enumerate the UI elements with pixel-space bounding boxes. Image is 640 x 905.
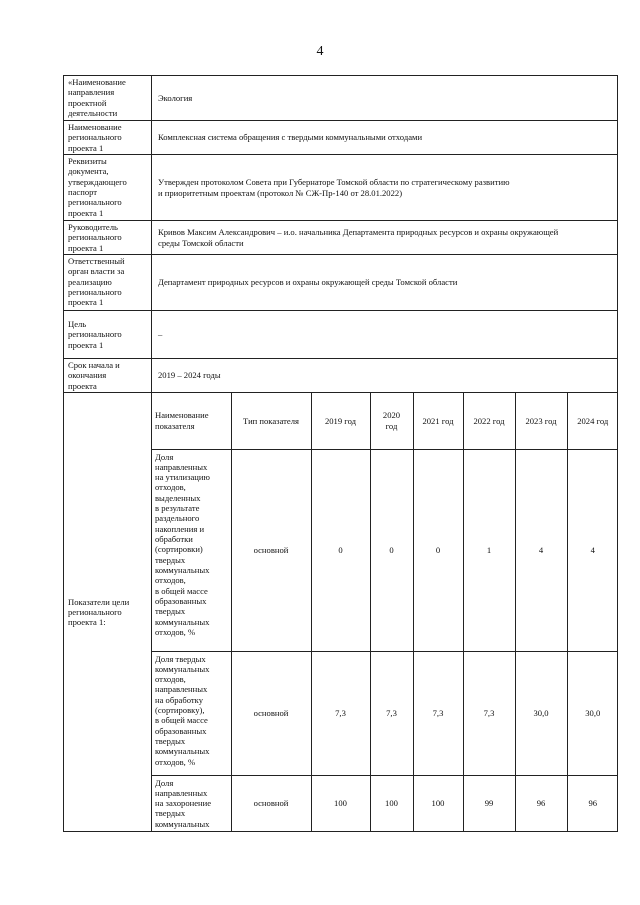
indicator-value-2023: 96 xyxy=(515,775,567,831)
header-year-2021: 2021 год xyxy=(413,393,463,449)
indicator-name: Доля направленных на утилизацию отходов, выделенных в результате раздельного накопления и обработки (сортировки) твердых коммунальных отходов, в общей массе образованных твердых коммунальных отходов, % xyxy=(152,449,231,651)
indicator-value-2020: 7,3 xyxy=(370,651,413,775)
indicator-value-2021: 100 xyxy=(413,775,463,831)
indicator-value-2022: 99 xyxy=(463,775,515,831)
period-value: 2019 – 2024 годы xyxy=(152,359,618,393)
head-value: Кривов Максим Александрович – и.о. начальника Департамента природных ресурсов и охраны окружающей среды Томской области xyxy=(152,221,618,255)
indicator-value-2023: 4 xyxy=(515,449,567,651)
indicator-value-2021: 0 xyxy=(413,449,463,651)
indicator-value-2021: 7,3 xyxy=(413,651,463,775)
indicator-value-2020: 0 xyxy=(370,449,413,651)
project-name-label: Наименование регионального проекта 1 xyxy=(64,121,152,155)
indicator-value-2024: 4 xyxy=(567,449,618,651)
indicators-cell xyxy=(152,393,618,832)
table-row xyxy=(64,359,618,393)
page-number: 4 xyxy=(316,44,324,59)
period-label: Срок начала и окончания проекта xyxy=(64,359,152,393)
authority-value: Департамент природных ресурсов и охраны окружающей среды Томской области xyxy=(152,255,618,311)
direction-label: «Наименование направления проектной деятельности xyxy=(64,76,152,121)
indicator-type: основной xyxy=(231,651,311,775)
indicator-name: Доля направленных на захоронение твердых коммунальных xyxy=(152,775,231,831)
indicator-name: Доля твердых коммунальных отходов, направленных на обработку (сортировку), в общей массе образованных твердых коммунальных отходов, % xyxy=(152,651,231,775)
indicator-value-2023: 30,0 xyxy=(515,651,567,775)
table-row xyxy=(64,155,618,221)
indicator-header-row xyxy=(152,393,618,449)
table-row xyxy=(64,121,618,155)
indicator-value-2022: 7,3 xyxy=(463,651,515,775)
header-year-2023: 2023 год xyxy=(515,393,567,449)
indicator-value-2020: 100 xyxy=(370,775,413,831)
goal-value: – xyxy=(152,311,618,359)
header-indicator-name: Наименование показателя xyxy=(152,393,231,449)
requisites-value: Утвержден протоколом Совета при Губернаторе Томской области по стратегическому развитию и приоритетным проектам (протокол № СЖ-Пр-140 от 28.01.2022) xyxy=(152,155,618,221)
indicator-row xyxy=(152,651,618,775)
indicator-type: основной xyxy=(231,449,311,651)
indicator-row xyxy=(152,775,618,831)
project-name-value: Комплексная система обращения с твердыми коммунальными отходами xyxy=(152,121,618,155)
header-year-2024: 2024 год xyxy=(567,393,618,449)
table-row xyxy=(64,255,618,311)
header-year-2022: 2022 год xyxy=(463,393,515,449)
indicator-value-2019: 0 xyxy=(311,449,370,651)
regional-project-table xyxy=(63,75,618,832)
table-row xyxy=(64,76,618,121)
indicator-table xyxy=(152,393,618,831)
direction-value: Экология xyxy=(152,76,618,121)
table-row xyxy=(64,311,618,359)
indicator-value-2024: 30,0 xyxy=(567,651,618,775)
header-year-2020: 2020 год xyxy=(370,393,413,449)
indicator-value-2022: 1 xyxy=(463,449,515,651)
indicator-value-2024: 96 xyxy=(567,775,618,831)
table-row xyxy=(64,393,618,832)
head-label: Руководитель регионального проекта 1 xyxy=(64,221,152,255)
table-row xyxy=(64,221,618,255)
header-year-2019: 2019 год xyxy=(311,393,370,449)
indicators-label: Показатели цели регионального проекта 1: xyxy=(64,393,152,832)
indicator-value-2019: 7,3 xyxy=(311,651,370,775)
requisites-label: Реквизиты документа, утверждающего паспорт регионального проекта 1 xyxy=(64,155,152,221)
goal-label: Цель регионального проекта 1 xyxy=(64,311,152,359)
header-indicator-type: Тип показателя xyxy=(231,393,311,449)
indicator-type: основной xyxy=(231,775,311,831)
indicator-row xyxy=(152,449,618,651)
authority-label: Ответственный орган власти за реализацию регионального проекта 1 xyxy=(64,255,152,311)
indicator-value-2019: 100 xyxy=(311,775,370,831)
